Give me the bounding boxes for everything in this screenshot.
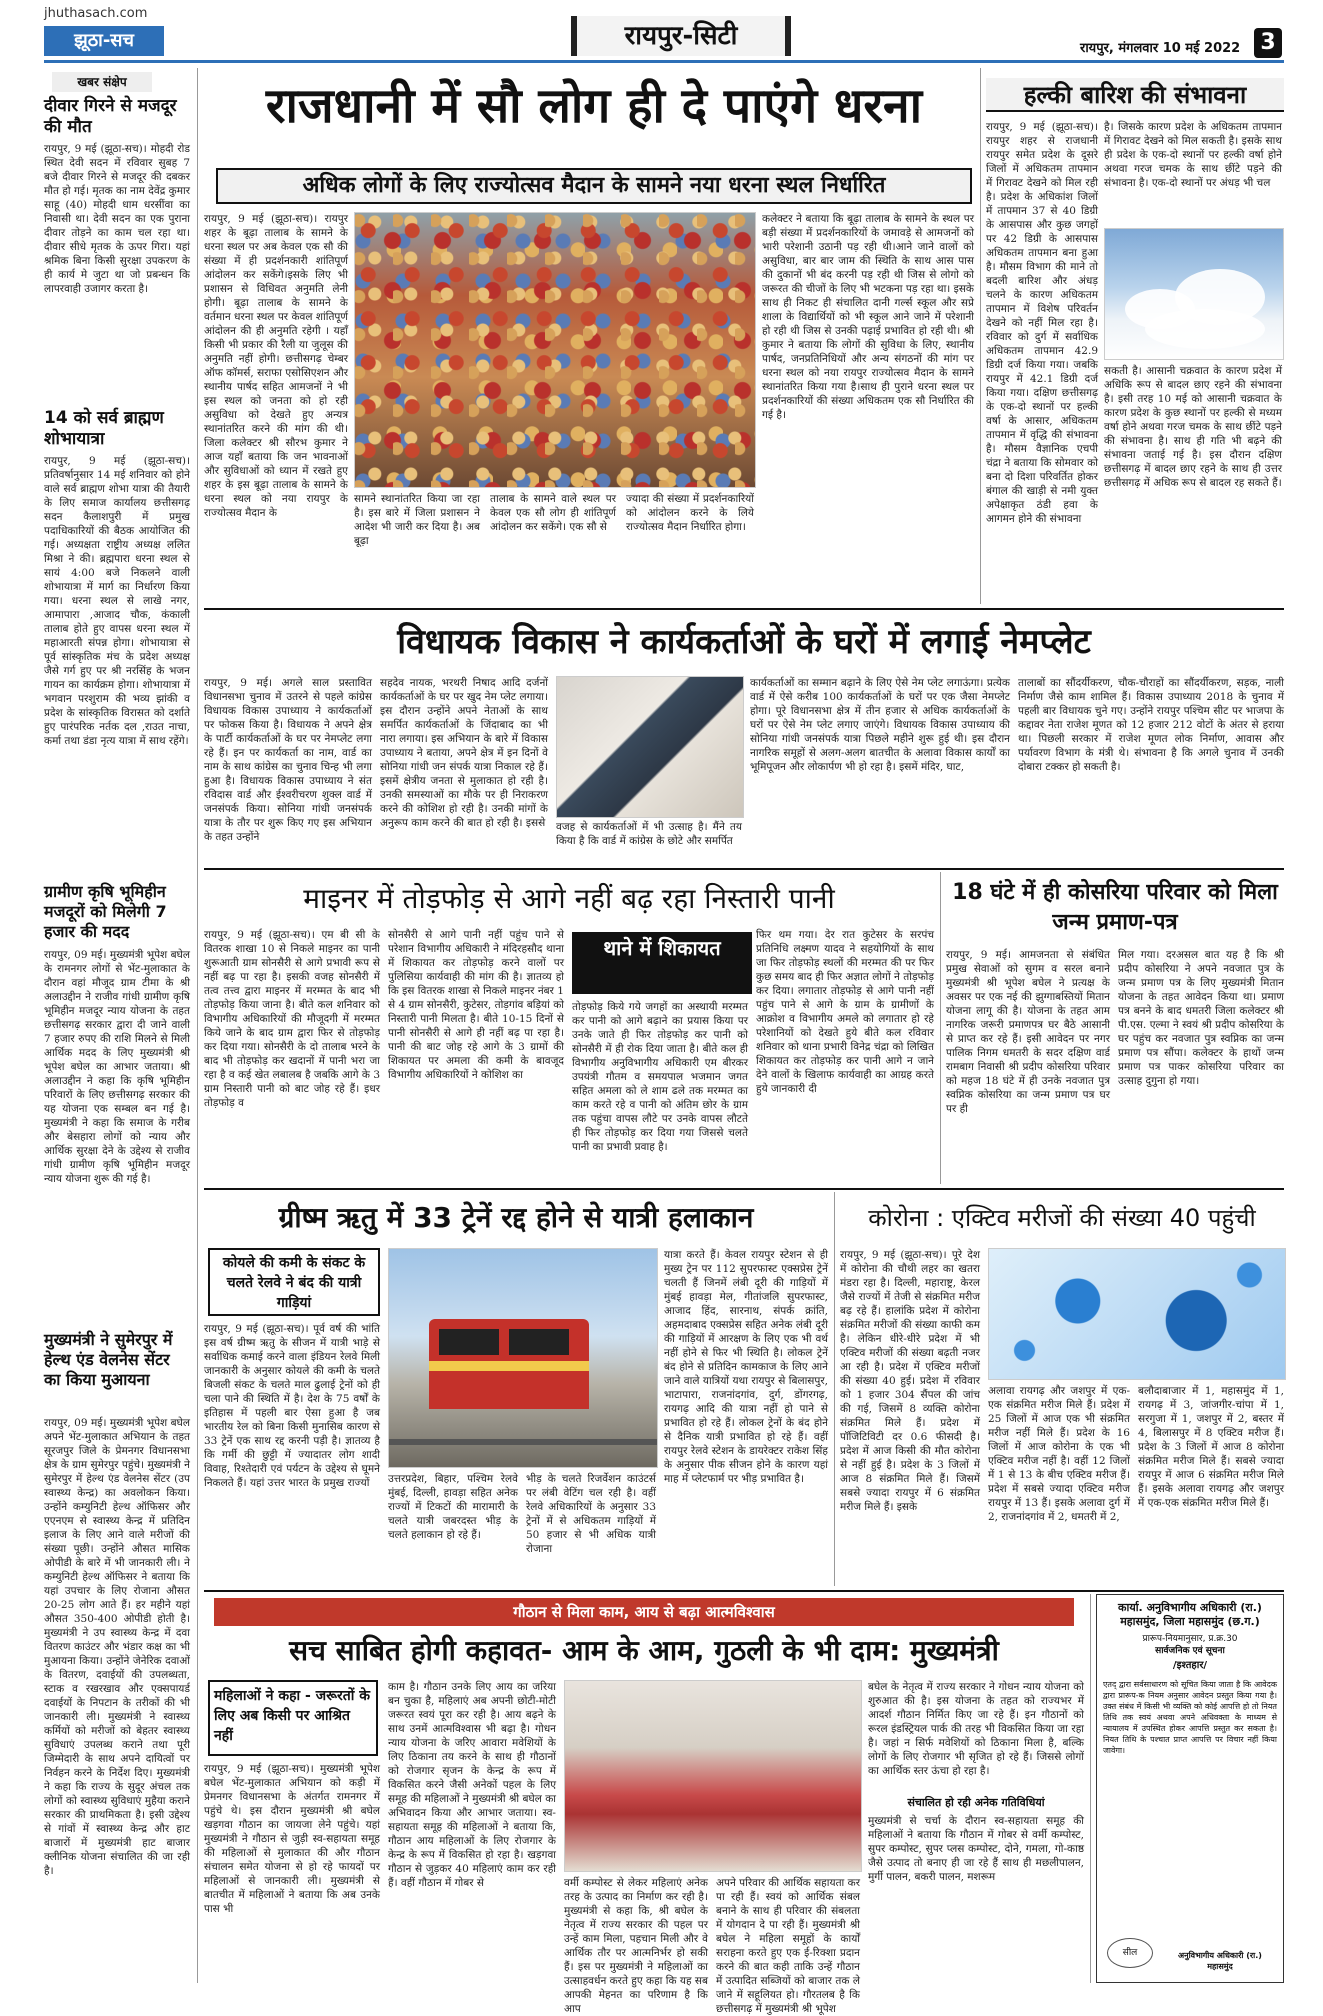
minor-col-3: तोड़फोड़ किये गये जगहों का अस्थायी मरम्मत कर पानी को आगे बढ़ाने का प्रयास किया पर उनके जाते ही फिर तोड़फोड़ कर पानी को सोनसैरी में ही रोक दिया जाता है। बीते कल ही विभागीय अनुविभागीय अधिकारी एम बीरकर उपयंत्री गौतम व समयपाल भजमान जगत सहित अमला को ले शाम ढले तक मरम्मत का काम करते रहे व पानी को अंतिम छोर के ग्राम तक पहुंचा वापस लौटे पर उनके वापस लौटते ही फिर तोड़फोड़ कर दिया गया जिससे चलते पानी का प्रभावी प्रवाह है।	[572, 1001, 748, 1153]
corona-col-3: बलौदाबाजार में 1, महासमुंद में 1, रायगढ़ में 3, जांजगीर-चांपा में 1, सरगुजा में 1, जशपुर में 2, बस्तर में 4, बिलासपुर में 8 एक्टिव मरीज हैं। प्रदेश के 3 जिलों में आज 8 कोरोना संक्रमित मरीज मिले हैं। सबसे ज्यादा रायपुर में आज 6 संक्रमित मरीज मिले हैं। इसके अलावा रायगढ़ और जशपुर में एक-एक संक्रमित मरीज मिले हैं।	[1138, 1385, 1284, 1509]
site-url[interactable]: jhuthasach.com	[44, 6, 148, 21]
sidebar-body-2: रायपुर, 9 मई (झूठा-सच)। प्रतिवर्षानुसार 14 मई शनिवार को होने वाले सर्व ब्राह्मण शोभा यात्रा की तैयारी के लिए समाज कार्यालय छत्तीसगढ़ सदन कैलाशपुरी में प्रमुख पदाधिकारियों की बैठक आयोजित की गई। अध्यक्षता राष्ट्रीय अध्यक्ष ललित मिश्रा ने की। ब्रह्मपारा धरना स्थल से सायं 4:00 बजे निकलने वाली शोभायात्रा में मार्ग का निर्धारण किया गया। धरना स्थल से लाखे नगर, आमापारा ,आजाद चौक, कंकाली तालाब होते हुए वापस धरना स्थल में महाआरती संपन्न होगा। शोभायात्रा से पूर्व सांस्कृतिक मंच के प्रदेश अध्यक्ष जैसे गर्ग हुए पर श्री नरसिंह के भजन गायन का कार्यक्रम होगा। शोभायात्रा में भगवान परशुराम की भव्य झांकी व प्रदेश के सांस्कृतिक विरासत को दर्शाते हुए पारंपरिक नर्तक दल ,राउत नाचा, कर्मा तथा डंडा नृत्य यात्रा में साथ रहेंगे।	[44, 455, 190, 747]
corona-col-2: अलावा रायगढ़ और जशपुर में एक-एक संक्रमित मरीज मिले हैं। प्रदेश में 25 जिलों में आज एक भी संक्रमित मरीज नहीं मिले हैं। प्रदेश के 16 जिलों में आज कोरोना के एक भी एक्टिव मरीज नहीं है। वहीं 12 जिलों में 1 से 13 के बीच एक्टिव मरीज हैं। प्रदेश में सबसे ज्यादा एक्टिव मरीज रायपुर में 13 हैं। इसके अलावा दुर्ग में 2, राजनांदगांव में 2, धमतरी में 2,	[988, 1385, 1130, 1523]
nameplate-col-1: रायपुर, 9 मई। अगले साल प्रस्तावित विधानसभा चुनाव में उतरने से पहले कांग्रेस विधायक विकास उपाध्याय ने कार्यकर्ताओं पर फोकस किया है। विधायक ने अपने क्षेत्र के पार्टी कार्यकर्ताओं के घर पर नेमप्लेट लगा रहे हैं। इन पर कार्यकर्ता का नाम, वार्ड का नाम के साथ कांग्रेस का चुनाव चिन्ह भी लगा हुआ है। विधायक विकास उपाध्याय ने संत रविदास वार्ड और ईश्वरीचरण शुक्ल वार्ड में जनसंपर्क किया। सोनिया गांधी जनसंपर्क यात्रा के तौर पर शुरू किए गए इस अभियान के तहत उन्होंने	[204, 677, 372, 843]
nameplate-headline: विधायक विकास ने कार्यकर्ताओं के घरों में लगाई नेमप्लेट	[397, 622, 1091, 662]
sidebar	[44, 68, 190, 1983]
trains-photo-locomotive	[388, 1248, 658, 1468]
city-banner: रायपुर-सिटी	[571, 16, 791, 56]
sidebar-headline-3: ग्रामीण कृषि भूमिहीन मजदूरों को मिलेगी 7 हजार की मदद	[44, 882, 167, 941]
minor-col-1: रायपुर, 9 मई (झूठा-सच)। एम बी सी के वितरक शाखा 10 से निकले माइनर का पानी शुरूआती ग्राम सोनसैरी से आगे प्रभावी रूप से नहीं बढ़ पा रहा है। इसकी वजह सोनसैरी में तत्व तत्त्व द्वारा माइनर में मरम्मत के बाद भी तोड़फोड़ किया जाना है। बीते कल शनिवार को विभागीय अधिकारियों की मौजूदगी में मरम्मत किये जाने के बाद ग्राम द्वारा फिर से तोड़फोड़ कर दिया गया। सोनसैरी के दो तालाब भरने के बाद भी तोड़फोड़ कर खदानों में पानी भरा जा रहा है व कई खेत लबालब है जबकि आगे के 3 ग्राम निस्तारी पानी को बाट जोह रहे हैं। इधर तोड़फोड़ व	[204, 929, 380, 1109]
gauthan-sub-1: संचालित हो रही अनेक गतिविधियां	[907, 1796, 1045, 1809]
trains-col-3: भीड़ के चलते रिजर्वेशन काउंटर्स पर लंबी वेटिंग चल रही है। वहीं रेलवे अधिकारियों के अनुसार 33 ट्रेनों में से अधिकतम गाड़ियों में 50 हजार से भी अधिक यात्री रोजाना	[526, 1473, 656, 1555]
gauthan-col-4: अपने परिवार की आर्थिक सहायता कर पा रही हैं। स्वयं को आर्थिक संबल बनाने के साथ ही परिवार की संबलता में योगदान दे पा रही हैं। मुख्यमंत्री श्री बघेल ने महिला समूहों के कार्यों सराहना करते हुए एक ई-रिक्शा प्रदान करने की बात कही ताकि उन्हें गौठान में उत्पादित सब्जियों को बाजार तक ले जाने में सहूलियत हो। गौरतलब है कि छत्तीसगढ़ में मुख्यमंत्री श्री भूपेश	[716, 1877, 860, 2015]
kosariya-headline: 18 घंटे में ही कोसरिया परिवार को मिला जन्म प्रमाण-पत्र	[952, 880, 1278, 935]
gauthan-box: महिलाओं ने कहा - जरूरतों के लिए अब किसी पर आश्रित नहीं	[208, 1680, 378, 1756]
minor-callout: थाने में शिकायत	[572, 932, 752, 994]
kosariya-col-2: मिल गया। दरअसल बात यह है कि श्री प्रदीप कोसरिया ने अपने नवजात पुत्र के जन्म प्रमाण पत्र के लिए मुख्यमंत्री मितान योजना के तहत आवेदन किया था। प्रमाण पत्र बनने के बाद धमतरी जिला कलेक्टर श्री पी.एस. एल्मा ने स्वयं श्री प्रदीप कोसरिया के घर पहुंच कर नवजात पुत्र स्वप्निक का जन्म प्रमाण पत्र सौंपा। कलेक्टर के हाथों जन्म प्रमाण पत्र पाकर कोसरिया परिवार का उत्साह दुगुना हो गया।	[1118, 949, 1284, 1087]
nameplate-col-5: तालाबों का सौंदर्यीकरण, चौक-चौराहों का सौंदर्यीकरण, सड़क, नाली निर्माण जैसे काम शामिल हैं। विकास उपाध्याय 2018 के चुनाव में पहली बार विधायक चुने गए। उन्होंने रायपुर पश्चिम सीट पर भाजपा के कद्दावर नेता राजेश मूणत को 12 हजार 212 वोटों के अंतर से हराया था। पिछली सरकार में राजेश मूणत लोक निर्माण, आवास और पर्यावरण विभाग के मंत्री थे। संभावना है कि अगले चुनाव में उनकी दोबारा टक्कर हो सकती है।	[1018, 677, 1284, 773]
lead-photo-protest-crowd	[354, 212, 756, 488]
trains-headline: ग्रीष्म ऋतु में 33 ट्रेनें रद्द होने से यात्री हलाकान	[278, 1201, 754, 1234]
brand-logo: झूठा-सच	[44, 26, 164, 56]
weather-headline: हल्की बारिश की संभावना	[986, 78, 1284, 112]
lead-body-left: रायपुर, 9 मई (झूठा-सच)। रायपुर शहर के बूढ़ा तालाब के सामने के धरना स्थल पर अब केवल एक सौ की संख्या में ही प्रदर्शनकारी शांतिपूर्ण आंदोलन कर सकेंगे।इसके लिए भी प्रशासन से विधिवत अनुमति लेनी होगी। बूढ़ा तालाब के सामने के वर्तमान धरना स्थल पर केवल शांतिपूर्ण आंदोलन की ही अनुमति रहेगी । यहाँ किसी भी प्रकार की रैली या जुलूस की अनुमति नहीं होगी। छत्तीसगढ़ चेम्बर ऑफ कॉमर्स, सराफा एसोसिएशन और स्थानीय पार्षद सहित आमजनों ने भी इस स्थल को जनता को हो रही असुविधा को देखते हुए अन्यत्र स्थानांतरित करने की मांग की थी। जिला कलेक्टर श्री सौरभ कुमार ने आज यहाँ बताया कि जन भावनाओं और सुविधाओं को ध्यान में रखते हुए शहर के इस बूढ़ा तालाब के सामने के धरना स्थल को नया रायपुर के राज्योत्सव मैदान के	[204, 213, 348, 519]
notice-line-2: सार्वजनिक एवं सूचना	[1155, 1646, 1225, 1656]
masthead	[0, 0, 1323, 66]
gauthan-photo-meeting	[564, 1680, 862, 1872]
trains-box-caption: कोयले की कमी के संकट के चलते रेलवे ने बंद की यात्री गाड़ियां	[208, 1248, 380, 1316]
gauthan-col-3: वर्मी कम्पोस्ट से लेकर महिलाएं अनेक तरह के उत्पाद का निर्माण कर रही है। मुख्यमंत्री से कहा कि, श्री बघेल के नेतृत्व में राज्य सरकार की पहल पर उन्हें काम मिला, पहचान मिली और वे आर्थिक तौर पर आत्मनिर्भर हो सकी हैं। इस पर मुख्यमंत्री ने महिलाओं का उत्साहवर्धन करते हुए कहा कि यह सब आपकी मेहनत का परिणाम है कि आप	[564, 1877, 708, 2015]
lead-body-b2: तालाब के सामने वाले स्थल पर केवल एक सौ लोग ही शांतिपूर्ण आंदोलन कर सकेंगे। एक सौ से	[490, 493, 616, 533]
gauthan-col-5: बघेल के नेतृत्व में राज्य सरकार ने गोधन न्याय योजना को शुरुआत की है। इस योजना के तहत को राज्यभर में आदर्श गौठान निर्मित किए जा रहे हैं। इन गौठानों को रूरल इंडस्ट्रियल पार्क की तरह भी विकसित किया जा रहा है। जहां न सिर्फ मवेशियों को ठिकाना मिला है, बल्कि लोगों के लिए रोजगार भी सृजित हो रहे हैं। जिससे लोगों का आर्थिक स्तर ऊंचा हो रहा है।	[868, 1681, 1084, 1777]
sidebar-headline-1: दीवार गिरने से मजदूर की मौत	[44, 96, 177, 137]
sidebar-body-3: रायपुर, 09 मई। मुख्यमंत्री भूपेश बघेल के रामनगर लोगों से भेंट-मुलाकात के दौरान वहां मौजूद ग्राम टीमा के श्री अलाउद्दीन ने राजीव गांधी ग्रामीण कृषि भूमिहीन मजदूर न्याय योजना के तहत छत्तीसगढ़ सरकार द्वारा दी जाने वाली 7 हजार रुपए की राशि मिलने से मिली आर्थिक मदद के लिए मुख्यमंत्री श्री भूपेश बघेल का आभार जताया। श्री अलाउद्दीन ने कहा कि कृषि भूमिहीन परिवारों के लिए छत्तीसगढ़ सरकार की यह योजना एक सम्बल बन गई है। मुख्यमंत्री ने कहा कि समाज के गरीब और बेसहारा लोगों को न्याय और आर्थिक सुरक्षा देने के उद्देश्य से राजीव गांधी ग्रामीण कृषि भूमिहीन मजदूर न्याय योजना शुरू की गई है।	[44, 949, 190, 1185]
lead-body-right: कलेक्टर ने बताया कि बूढ़ा तालाब के सामने के स्थल पर बड़ी संख्या में प्रदर्शनकारियों के जमावड़े से आमजनों को भारी परेशानी उठानी पड़ रही थी।आने जाने वालों को असुविधा, बार बार जाम की स्थिति के साथ आस पास की दुकानों भी बंद करनी पड़ रही थी जिस से लोगो को जरूरत की चीजों के लिए भी भटकना पड़ रहा था। इसके साथ ही निकट ही संचालित दानी गर्ल्स स्कूल और सप्रे शाला के विद्यार्थियों को भी स्कूल आने जाने में परेशानी हो रही थी जिस से उनकी पढ़ाई प्रभावित हो रही थी। श्री कुमार ने बताया कि लोगों की सुविधा के लिए, स्थानीय पार्षद, जनप्रतिनिधियों और अन्य संगठनों की मांग पर धरना स्थल को नया रायपुर राज्योत्सव मैदान के सामने स्थानांतरित किया गया है।साथ ही पुराने धरना स्थल पर प्रदर्शनकारियों की संख्या अधिकतम एक सौ निर्धारित की गई है।	[762, 213, 974, 421]
weather-story	[986, 68, 1284, 604]
page-number: 3	[1254, 28, 1282, 58]
nameplate-photo-mla	[556, 676, 744, 818]
nameplate-col-2: सहदेव नायक, भरथरी निषाद आदि दर्जनों कार्यकर्ताओं के घर पर खुद नेम प्लेट लगाया। इस दौरान उन्होंने अपने नेताओं के साथ समर्पित कार्यकर्ताओं के जिंदाबाद का भी नारा लगाया। इस अभियान के बारे में विकास उपाध्याय ने बताया, अपने क्षेत्र में इन दिनों वे सोनिया गांधी जन संपर्क यात्रा निकाल रहे हैं।इसमें क्षेत्रीय जनता से मुलाकात हो रही है। उनकी समस्याओं का मौके पर ही निराकरण करने की कोशिश हो रही है। उनकी मांगों के अनुरूप काम करने की बात हो रही है। इससे	[380, 677, 548, 829]
gauthan-sub1-body: मुख्यमंत्री से चर्चा के दौरान स्व-सहायता समूह की महिलाओं ने बताया कि गौठान में गोबर से वर्मी कम्पोस्ट, सुपर कम्पोस्ट, सुपर प्लस कम्पोस्ट, दोने, गमला, गो-काष्ठ जैसे उत्पाद तो बनाए ही जा रहे हैं साथ ही मछलीपालन, मुर्गी पालन, बकरी पालन, मशरूम	[868, 1815, 1084, 1883]
gauthan-col-1: रायपुर, 9 मई (झूठा-सच)। मुख्यमंत्री भूपेश बघेल भेंट-मुलाकात अभियान को कड़ी में प्रेमनगर विधानसभा के अंतर्गत रामनगर में पहुंचे थे। इस दौरान मुख्यमंत्री श्री बघेल खड़गवा गौठान का जायजा लेने पहुंचे। यहां मुख्यमंत्री ने गौठान से जुड़ी स्व-सहायता समूह की महिलाओं से मुलाकात की और गौठान संचालन समेत योजना से हो रहे फायदों पर महिलाओं से जानकारी ली। मुख्यमंत्री से बातचीत में महिलाओं ने बताया कि अब उनके पास भी	[204, 1763, 380, 1915]
corona-photo-virus	[988, 1248, 1286, 1380]
notice-line-1: प्रारूप-नियमानुसार, प्र.क्र.30	[1142, 1634, 1238, 1644]
sidebar-kicker: खबर संक्षेप	[52, 72, 152, 92]
dateline: रायपुर, मंगलवार 10 मई 2022	[1080, 41, 1241, 56]
sidebar-body-4: रायपुर, 09 मई। मुख्यमंत्री भूपेश बघेल अपने भेंट-मुलाकात अभियान के तहत सूरजपुर जिले के प्रेमनगर विधानसभा क्षेत्र के ग्राम सुमेरपुर पहुंचे। मुख्यमंत्री ने सुमेरपुर में हेल्थ एंड वेलनेस सेंटर (उप स्वास्थ्य केन्द्र) का अवलोकन किया। उन्होंने कम्युनिटी हेल्थ ऑफिसर और एएनएम से स्वास्थ्य केन्द्र में प्रतिदिन इलाज के लिए आने वाले मरीजों की संख्या पूछी। उन्होंने औसत मासिक ओपीडी के बारे में भी जानकारी ली। ने कम्युनिटी हेल्थ ऑफिसर ने बताया कि यहां उपचार के लिए रोजाना औसत 20-25 लोग आते हैं। हर महीने यहां औसत 350-400 ओपीडी होती है। मुख्यमंत्री ने उप स्वास्थ्य केन्द्र में दवा वितरण काउंटर और भंडार कक्ष का भी मुआयना किया। उन्होंने जेनेरिक दवाओं के वितरण, दवाईयों की उपलब्धता, स्टाक व रखरखाव और एक्सपायर्ड दवाईयों के निपटान के तरीकों की भी जानकारी ली। मुख्यमंत्री ने स्वास्थ्य कर्मियों को मरीजों को बेहतर स्वास्थ्य सुविधाएं उपलब्ध कराने तथा पूरी जिम्मेदारी के साथ अपने दायित्वों पर निर्वहन करने के निर्देश दिए। मुख्यमंत्री ने कहा कि राज्य के सुदूर अंचल तक लोगों को स्वास्थ्य सुविधाएं मुहैया कराने सरकार की प्राथमिकता है। इसी उद्देश्य से गांवों में स्वास्थ्य केन्द्र और हाट बाजारों में मुख्यमंत्री हाट बाजार क्लीनिक योजना संचालित की जा रही है।	[44, 1417, 190, 1877]
gauthan-story	[204, 1594, 1084, 2015]
notice-line-3: /इश्तहार/	[1172, 1660, 1208, 1671]
trains-col-1: रायपुर, 9 मई (झूठा-सच)। पूर्व वर्ष की भांति इस वर्ष ग्रीष्म ऋतु के सीजन में यात्री भाड़े से सर्वाधिक कमाई करने वाला इंडियन रेलवे मिली जानकारी के अनुसार कोयले की कमी के चलते बिजली संकट के चलते माल ढुलाई ट्रेनों को ही चला पाने की स्थिति में है। देश के 75 वर्षों के इतिहास में पहली बार ऐसा हुआ है जब भारतीय रेल को बिना किसी मुनासिब कारण से 33 ट्रेनें एक साथ रद्द करनी पड़ी है। ज्ञातव्य है कि गर्मी की छुट्टी में ज्यादातर लोग शादी विवाह, रिश्तेदारी एवं पर्यटन के उद्देश्य से घूमने निकलते हैं। यहां उत्तर भारत के प्रमुख राज्यों	[204, 1323, 380, 1489]
notice-seal: सील	[1107, 1938, 1153, 1968]
trains-col-2: उत्तरप्रदेश, बिहार, पश्चिम रेलवे मुंबई, दिल्ली, हावड़ा सहित अनेक राज्यों में टिकटों की मारामारी के चलते यात्री जबरदस्त भीड़ के चलते हलाकान हो रहे हैं।	[388, 1473, 518, 1541]
notice-sign: अनुविभागीय अधिकारी (रा.) महासमुंद	[1178, 1951, 1262, 1971]
masthead-rule	[44, 60, 1284, 63]
kosariya-col-1: रायपुर, 9 मई। आमजनता से संबंधित प्रमुख सेवाओं को सुगम व सरल बनाने मुख्यमंत्री श्री भूपेश बघेल ने प्रत्यक्ष के अवसर पर एक नई की झुग्गाबस्तियों मितान योजना लागू की है। योजना के तहत आम नागरिक जरूरी प्रमाणपत्र घर बैठे आसानी से प्राप्त कर रहे हैं। इसी आवेदन पर नगर पालिक निगम धमतरी के सदर दक्षिण वार्ड रामबाग निवासी श्री प्रदीप कोसरिया परिवार को महज 18 घंटे में ही उनके नवजात पुत्र स्वप्निक कोसरिया का जन्म प्रमाण पत्र घर पर ही	[946, 949, 1110, 1115]
nameplate-story	[204, 612, 1284, 866]
nameplate-col-4: कार्यकर्ताओं का सम्मान बढ़ाने के लिए ऐसे नेम प्लेट लगाऊंगा। प्रत्येक वार्ड में ऐसे करीब 100 कार्यकर्ताओं के घरों पर एक जैसा नेमप्लेट होगा। पूरे विधानसभा क्षेत्र में तीन हजार से अधिक कार्यकर्ताओं के घरों पर ऐसे नेम प्लेट लगाए जाएंगे। विधायक विकास उपाध्याय की सोनिया गांधी जनसंपर्क यात्रा पिछले महीने शुरू हुई थी। इस दौरान नागरिक समूहों से अलग-अलग बातचीत के अलावा विकास कार्यों का भूमिपूजन और लोकार्पण भी हो रहा है। इसमें मंदिर, घाट,	[750, 677, 1010, 773]
lead-subhead: अधिक लोगों के लिए राज्योत्सव मैदान के सामने नया धरना स्थल निर्धारित	[216, 168, 972, 204]
minor-col-2: सोनसैरी से आगे पानी नहीं पहुंच पाने से परेशान विभागीय अधिकारी ने मंदिरहसौद थाना में शिकायत कर तोड़फोड़ करने वालों पर पुलिसिया कार्यवाही की मांग की है। ज्ञातव्य हो कि इस वितरक शाखा से निकले माइनर नंबर 1 से 4 ग्राम सोनसैरी, कुटेसर, तोड़गांव बड़ियां को निस्तारी पानी मिलता है। बीते 10-15 दिनों से पानी सोनसैरी से आगे ही नहीं बढ़ पा रहा है। पानी की बाट जोह रहे आगे के 3 ग्रामों की शिकायत पर अमला की कमी के बावजूद विभागीय अधिकारियों ने कोशिश का	[388, 929, 564, 1081]
corona-story	[840, 1192, 1284, 1586]
lead-body-b1: सामने स्थानांतरित किया जा रहा है। इस बारे में जिला प्रशासन ने आदेश भी जारी कर दिया है। अब बूढ़ा	[354, 493, 480, 547]
corona-headline: कोरोना : एक्टिव मरीजों की संख्या 40 पहुंची	[868, 1204, 1256, 1232]
nameplate-col-3: वजह से कार्यकर्ताओं में भी उत्साह है। मैंने तय किया है कि वार्ड में कांग्रेस के छोटे और समर्पित	[556, 821, 742, 847]
notice-ad	[1096, 1594, 1284, 1983]
sidebar-headline-2: 14 को सर्व ब्राह्मण शोभायात्रा	[44, 408, 164, 449]
trains-col-4: यात्रा करते हैं। केवल रायपुर स्टेशन से ही मुख्य ट्रेन पर 112 सुपरफास्ट एक्सप्रेस ट्रेनें चलती हैं जिनमें लंबी दूरी की गाड़ियों में मुंबई हावड़ा मेल, गीतांजलि सुपरफास्ट, आजाद हिंद, सारनाथ, संपर्क क्रांति, अहमदाबाद एक्सप्रेस सहित अनेक लंबी दूरी की गाड़ियों में आरक्षण के लिए एक भी वर्थ नहीं होने से फिर भी स्थिति है। लोकल ट्रेनें बंद होने से प्रतिदिन कामकाज के लिए आने जाने वाले यात्रियों यथा रायपुर से बिलासपुर, भाटापारा, राजनांदगांव, दुर्ग, डोंगरगढ़, रायगढ़ आदि की यात्रा नहीं हो पाने से प्रभावित हो रहे हैं। लोकल ट्रेनों के बंद होने से दैनिक यात्री प्रभावित हो रहे हैं। वहीं रायपुर रेलवे स्टेशन के डायरेक्टर राकेश सिंह के अनुसार पीक सीजन होने के कारण यहां माह में प्लेटफार्म पर भीड़ प्रभावित है।	[664, 1249, 828, 1485]
sidebar-headline-4: मुख्यमंत्री ने सुमेरपुर में हेल्थ एंड वेलनेस सेंटर का किया मुआयना	[44, 1330, 173, 1389]
kosariya-story	[946, 872, 1284, 1184]
gauthan-kicker: गौठान से मिला काम, आय से बढ़ा आत्मविश्वास	[214, 1598, 1074, 1626]
weather-photo-clouds	[1104, 228, 1284, 360]
gauthan-col-2: काम है। गौठान उनके लिए आय का जरिया बन चुका है, महिलाएं अब अपनी छोटी-मोटी जरूरत स्वयं पूरा कर रही है। आय बढ़ने के साथ उनमें आत्मविश्वास भी बढ़ा है। गोधन न्याय योजना के जरिए आवारा मवेशियों के लिए ठिकाना तय करने के साथ ही गौठानों को रोजगार सृजन के केन्द्र के रूप में विकसित करने जैसी अनेकों पहल के लिए समूह की महिलाओं ने मुख्यमंत्री श्री बघेल का अभिवादन किया और आभार जताया। स्व-सहायता समूह की महिलाओं ने बताया कि, गौठान आय महिलाओं के लिए रोजगार के केन्द्र के रूप में विकसित हो रहा है। खड़गवा गौठान से जुड़कर 40 महिलाएं काम कर रही हैं। वहीं गौठान में गोबर से	[388, 1681, 556, 1889]
corona-col-1: रायपुर, 9 मई (झूठा-सच)। पूरे देश में कोरोना की चौथी लहर का खतरा मंडरा रहा है। दिल्ली, महाराष्ट्र, केरल जैसे राज्यों में तेजी से संक्रमित मरीज बढ़ रहे हैं। हालांकि प्रदेश में कोरोना संक्रमित मरीजों की संख्या काफी कम है। लेकिन धीरे-धीरे प्रदेश में भी एक्टिव मरीजों की संख्या बढ़ती नजर आ रही है। प्रदेश में एक्टिव मरीजों की संख्या 40 हुई। प्रदेश में रविवार को 1 हजार 304 सैंपल की जांच की गई, जिसमें 8 व्यक्ति कोरोना संक्रमित मिले हैं। प्रदेश में पॉजिटिविटी दर 0.6 फीसदी है। प्रदेश में आज किसी की मौत कोरोना से नहीं हुई है। प्रदेश के 3 जिलों में आज 8 संक्रमित मिले हैं। जिसमें सबसे ज्यादा रायपुर में 6 संक्रमित मरीज मिले हैं। इसके	[840, 1249, 980, 1513]
lead-body-b3: ज्यादा की संख्या में प्रदर्शनकारियों को आंदोलन करने के लिये राज्योत्सव मैदान निर्धारित होगा।	[626, 493, 754, 533]
weather-body-b: है। जिसके कारण प्रदेश के अधिकतम तापमान में गिरावट देखने को मिल सकती है। इसके साथ ही प्रदेश के एक-दो स्थानों पर हल्की वर्षा होने अथवा गरज चमक के साथ छींटे पड़ने की संभावना है। एक-दो स्थानों पर अंधड़ भी चल	[1104, 121, 1282, 189]
lead-story	[204, 68, 974, 604]
sidebar-body-1: रायपुर, 9 मई (झूठा-सच)। मोहदी रोड स्थित देवी सदन में रविवार सुबह 7 बजे दीवार गिरने से मजदूर की दबकर मौत हो गई। मृतक का नाम देवेंद्र कुमार साहू (40) मोहदी धाम धरसींवा का निवासी था। देवी सदन का एक पुराना दीवार तोड़ने का काम चल रहा था। दीवार सीधे मृतक के ऊपर गिरा। यहां श्रमिक बिना किसी सुरक्षा उपकरण के ही कार्य मे जुटा था जो प्रबन्धन कि लापरवाही उजागर करता है।	[44, 143, 190, 295]
notice-box	[1096, 1594, 1284, 1983]
gauthan-headline: सच साबित होगी कहावत- आम के आम, गुठली के भी दाम: मुख्यमंत्री	[289, 1634, 999, 1667]
weather-body-c: सकती है। आसानी चक्रवात के कारण प्रदेश में अधिकि रूप से बादल छाए रहने की संभावना है। इसी तरह 10 मई को आसानी चक्रवात के कारण प्रदेश के कुछ स्थानों पर हल्की से मध्यम वर्षा होने अथवा गरज चमक के साथ छींटे पड़ने की संभावना है। साथ ही गति भी बढ़ने की संभावना जताई गई है। इस दौरान दक्षिण छत्तीसगढ़ में बादल छाए रहने के साथ ही उत्तर छत्तीसगढ़ में अधिक रूप से बादल रह सकते हैं।	[1104, 365, 1282, 489]
notice-title: कार्या. अनुविभागीय अधिकारी (रा.) महासमुंद, जिला महासमुंद (छ.ग.)	[1118, 1601, 1262, 1628]
weather-body-a: रायपुर, 9 मई (झूठा-सच)। रायपुर शहर से राजधानी रायपुर समेत प्रदेश के दूसरे जिलों में अधिकतम तापमान में गिरावट देखने को मिल रही है। प्रदेश के अधिकांश जिलों में तापमान 37 से 40 डिग्री के आसपास और कुछ जगहों पर 42 डिग्री के आसपास अधिकतम तापमान बना हुआ है। मौसम विभाग की माने तो बदली बारिश और अंधड़ चलने के कारण अधिकतम तापमान में विशेष परिवर्तन देखने को नहीं मिल रहा है। रविवार को दुर्ग में सर्वाधिक अधिकतम तापमान 42.9 डिग्री दर्ज किया गया। जबकि रायपुर में 42.1 डिग्री दर्ज किया गया। दक्षिण छत्तीसगढ़ के एक-दो स्थानों पर हल्की वर्षा के आसार, अधिकतम तापमान में वृद्धि की संभावना है। मौसम वैज्ञानिक एचपी चंद्रा ने बताया कि सोमवार को बना दो दिशा परिवर्तित होकर बंगाल की खाड़ी से नमी युक्त अपेक्षाकृत ठंडी हवा के आगमन होने की संभावना	[986, 121, 1098, 525]
notice-body: एतद् द्वारा सर्वसाधारण को सूचित किया जाता है कि आवेदक द्वारा प्रारूप-क नियम अनुसार आवेदन प्रस्तुत किया गया है। उक्त संबंध में किसी भी व्यक्ति को कोई आपत्ति हो तो नियत तिथि तक स्वयं अथवा अपने अधिवक्ता के माध्यम से न्यायालय में उपस्थित होकर आपत्ति प्रस्तुत कर सकता है। नियत तिथि के पश्चात प्राप्त आपत्ति पर विचार नहीं किया जावेगा।	[1103, 1680, 1277, 1755]
lead-headline: राजधानी में सौ लोग ही दे पाएंगे धरना	[265, 78, 923, 134]
minor-story	[204, 872, 934, 1184]
trains-story	[204, 1192, 828, 1586]
minor-col-4: फिर थम गया। देर रात कुटेसर के सरपंच प्रतिनिधि लक्ष्मण यादव ने सहयोगियों के साथ जा फिर तोड़फोड़ स्थलों की मरम्मत की पर फिर कुछ समय बाद ही फिर अज्ञात लोगों ने तोड़फोड़ कर दिया। लगातार तोड़फोड़ से आगे पानी नहीं पहुंच पाने से आगे के ग्राम के ग्रामीणों के आक्रोश व विभागीय अमले को लगातार हो रहे परेशानियों को देखते हुये बीते कल रविवार शनिवार को थाना प्रभारी विनेद्र चंद्रा को लिखित शिकायत कर तोड़फोड़ कर पानी आगे न जाने देने वालों के खिलाफ कार्यवाही का आग्रह करते हुये जानकारी दी	[756, 929, 934, 1095]
minor-headline: माइनर में तोड़फोड़ से आगे नहीं बढ़ रहा निस्तारी पानी	[303, 882, 835, 915]
